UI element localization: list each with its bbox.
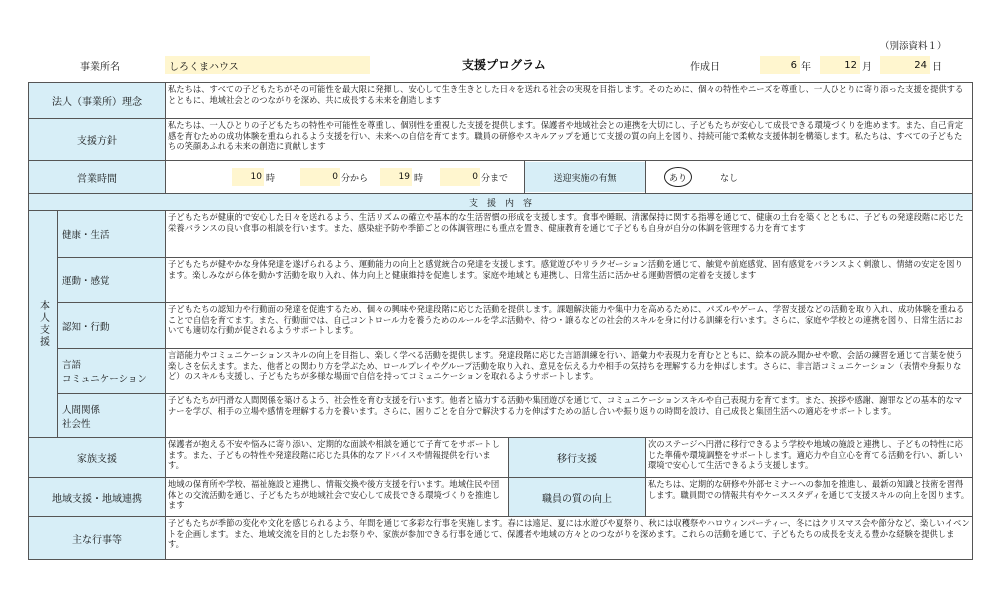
transport-label: 送迎実施の有無 — [525, 162, 645, 192]
divider — [508, 437, 509, 517]
staff-quality-label: 職員の質の向上 — [509, 478, 645, 516]
end-minute-field[interactable]: 0 — [440, 168, 480, 186]
personal-support-label: 本人支援 — [29, 211, 57, 437]
health-life-label: 健康・生活 — [58, 211, 165, 257]
month-unit: 月 — [862, 61, 872, 73]
day-field[interactable]: 24 — [880, 56, 930, 74]
divider — [28, 477, 973, 478]
hour-unit-2: 時 — [414, 173, 424, 184]
created-date-label: 作成日 — [690, 61, 720, 73]
hours-label: 営業時間 — [29, 161, 165, 193]
events-label: 主な行事等 — [29, 517, 165, 559]
year-unit: 年 — [801, 61, 811, 73]
document-title: 支援プログラム — [462, 57, 546, 72]
policy-label: 支援方針 — [29, 119, 165, 160]
language-communication-label: 言語 コミュニケーション — [58, 349, 165, 393]
divider — [28, 210, 973, 211]
end-hour-field[interactable]: 19 — [380, 168, 412, 186]
divider — [57, 257, 973, 258]
transport-yes-option[interactable]: あり — [664, 167, 692, 187]
day-unit: 日 — [932, 61, 942, 73]
facility-label: 事業所名 — [80, 61, 120, 73]
cognition-behavior-text[interactable]: 子どもたちの認知力や行動面の発達を促進するため、個々の興味や発達段階に応じた活動を提供します。課題解決能力や集中力を高めるために、パズルやゲーム、学習支援などの活動を取り入れ、成功体験を重ねることで自信を育てます。また、行動面では、自己コントロール力を養うためのルールを学ぶ活動や、待つ・譲るなどの社会的スキルを身に付ける訓練を行います。さらに、家庭や学校との連携を図り、日常生活においても適切な行動が促されるようサポートします。 — [166, 303, 972, 348]
minute-unit-1: 分から — [341, 173, 369, 184]
transition-support-label: 移行支援 — [509, 438, 645, 477]
divider — [28, 437, 973, 438]
hour-unit-1: 時 — [266, 173, 276, 184]
family-support-text[interactable]: 保護者が抱える不安や悩みに寄り添い、定期的な面談や相談を通じて子育てをサポートします。また、子どもの特性や発達段階に応じた具体的なアドバイスや情報提供を行います。 — [166, 438, 508, 477]
philosophy-label: 法人（事業所）理念 — [29, 83, 165, 118]
divider — [28, 160, 973, 161]
motor-sensory-text[interactable]: 子どもたちが健やかな身体発達を遂げられるよう、運動能力の向上と感覚統合の発達を支援します。感覚遊びやリラクゼーション活動を通じて、触覚や前庭感覚、固有感覚をバランスよく刺激し、情緒の安定を図ります。楽しみながら体を動かす活動を取り入れ、体力向上と健康維持を促進します。家庭や地域とも連携し、日常生活に活かせる運動習慣の定着を支援します — [166, 258, 972, 302]
divider — [28, 118, 973, 119]
start-hour-field[interactable]: 10 — [232, 168, 264, 186]
divider — [645, 160, 646, 193]
facility-name-field[interactable]: しろくまハウス — [165, 56, 370, 74]
divider — [28, 516, 973, 517]
staff-quality-text[interactable]: 私たちは、定期的な研修や外部セミナーへの参加を推進し、最新の知識と技術を習得します。職員間での情報共有やケーススタディを通じて支援スキルの向上を図ります。 — [646, 478, 972, 516]
minute-unit-2: 分まで — [481, 173, 509, 184]
divider — [28, 193, 973, 194]
month-field[interactable]: 12 — [820, 56, 860, 74]
family-support-label: 家族支援 — [29, 438, 165, 477]
community-support-text[interactable]: 地域の保育所や学校、福祉施設と連携し、情報交換や後方支援を行います。地域住民や団体との交流活動を通じ、子どもたちが地域社会で安心して成長できる環境づくりを推進します — [166, 478, 508, 516]
social-relations-label: 人間関係 社会性 — [58, 394, 165, 437]
cognition-behavior-label: 認知・行動 — [58, 303, 165, 348]
divider — [57, 302, 973, 303]
community-support-label: 地域支援・地域連携 — [29, 478, 165, 516]
divider — [165, 82, 166, 194]
philosophy-text[interactable]: 私たちは、すべての子どもたちがその可能性を最大限に発揮し、安心して生き生きとした日々を送れる社会の実現を目指します。そのために、個々の特性やニーズを尊重し、一人ひとりに寄り添った支援を提供するとともに、地域社会とのつながりを深め、共に成長する未来を創造します — [166, 83, 972, 118]
year-field[interactable]: 6 — [760, 56, 800, 74]
transport-no-option[interactable]: なし — [720, 173, 739, 184]
policy-text[interactable]: 私たちは、一人ひとりの子どもたちの特性や可能性を尊重し、個別性を重視した支援を提供します。保護者や地域社会との連携を大切にし、子どもたちが安心して成長できる環境づくりを進めます。また、自己肯定感を育むための成功体験を重ねられるよう支援を行い、未来への自信を育てます。職員の研修やスキルアップを通じて支援の質の向上を図り、持続可能で柔軟な支援体制を構築します。私たちは、すべての子どもたちの笑顔あふれる未来の創造に貢献します — [166, 119, 972, 160]
divider — [524, 160, 525, 193]
divider — [57, 348, 973, 349]
transition-support-text[interactable]: 次のステージへ円滑に移行できるよう学校や地域の施設と連携し、子どもの特性に応じた準備や環境調整をサポートします。適応力や自立心を育てる活動を行い、新しい環境で安心して生活できるよう支援します。 — [646, 438, 972, 477]
health-life-text[interactable]: 子どもたちが健康的で安心した日々を送れるよう、生活リズムの確立や基本的な生活習慣の形成を支援します。食事や睡眠、清潔保持に関する指導を通じて、健康の土台を築くとともに、子どもの発達段階に応じた栄養バランスの良い食事の相談を行います。また、感染症予防や季節ごとの体調管理にも重点を置き、健康教育を通じて子どもも自身が自分の体調を管理する力を育てます — [166, 211, 972, 257]
content-header: 支 援 内 容 — [29, 194, 972, 210]
appendix-label: （別添資料１） — [880, 41, 947, 52]
divider — [165, 210, 166, 560]
events-text[interactable]: 子どもたちが季節の変化や文化を感じられるよう、年間を通じて多彩な行事を実施します。春には遠足、夏には水遊びや夏祭り、秋には収穫祭やハロウィンパーティー、冬にはクリスマス会や節分など、楽しいイベントを企画します。また、地域交流を目的としたお祭りや、家族が参加できる行事を通じて、保護者や地域の方々とのつながりを深めます。これらの活動を通じて、子どもたちの成長を支える豊かな経験を提供します。 — [166, 517, 972, 559]
divider — [57, 210, 58, 437]
motor-sensory-label: 運動・感覚 — [58, 258, 165, 302]
language-communication-text[interactable]: 言語能力やコミュニケーションスキルの向上を目指し、楽しく学べる活動を提供します。発達段階に応じた言語訓練を行い、語彙力や表現力を育むとともに、絵本の読み聞かせや歌、会話の練習を通じて言葉を使う楽しさを伝えます。また、他者との関わり方を学ぶため、ロールプレイやグループ活動を取り入れ、意見を伝える力や相手の気持ちを理解する力を伸ばします。さらに、非言語コミュニケーション（表情や身振りなど）のスキルも支援し、子どもたちが多様な場面で自信を持ってコミュニケーションを取れるようサポートします。 — [166, 349, 972, 393]
start-minute-field[interactable]: 0 — [300, 168, 340, 186]
divider — [57, 393, 973, 394]
divider — [645, 437, 646, 517]
social-relations-text[interactable]: 子どもたちが円滑な人間関係を築けるよう、社会性を育む支援を行います。他者と協力する活動や集団遊びを通じて、コミュニケーションスキルや自己表現力を育てます。また、挨拶や感謝、謝罪などの基本的なマナーを学び、相手の立場や感情を理解する力を養います。さらに、困りごとを自分で解決する力を伸ばすための話し合いや振り返りの時間を設け、自己成長と集団生活への適応をサポートします。 — [166, 394, 972, 437]
